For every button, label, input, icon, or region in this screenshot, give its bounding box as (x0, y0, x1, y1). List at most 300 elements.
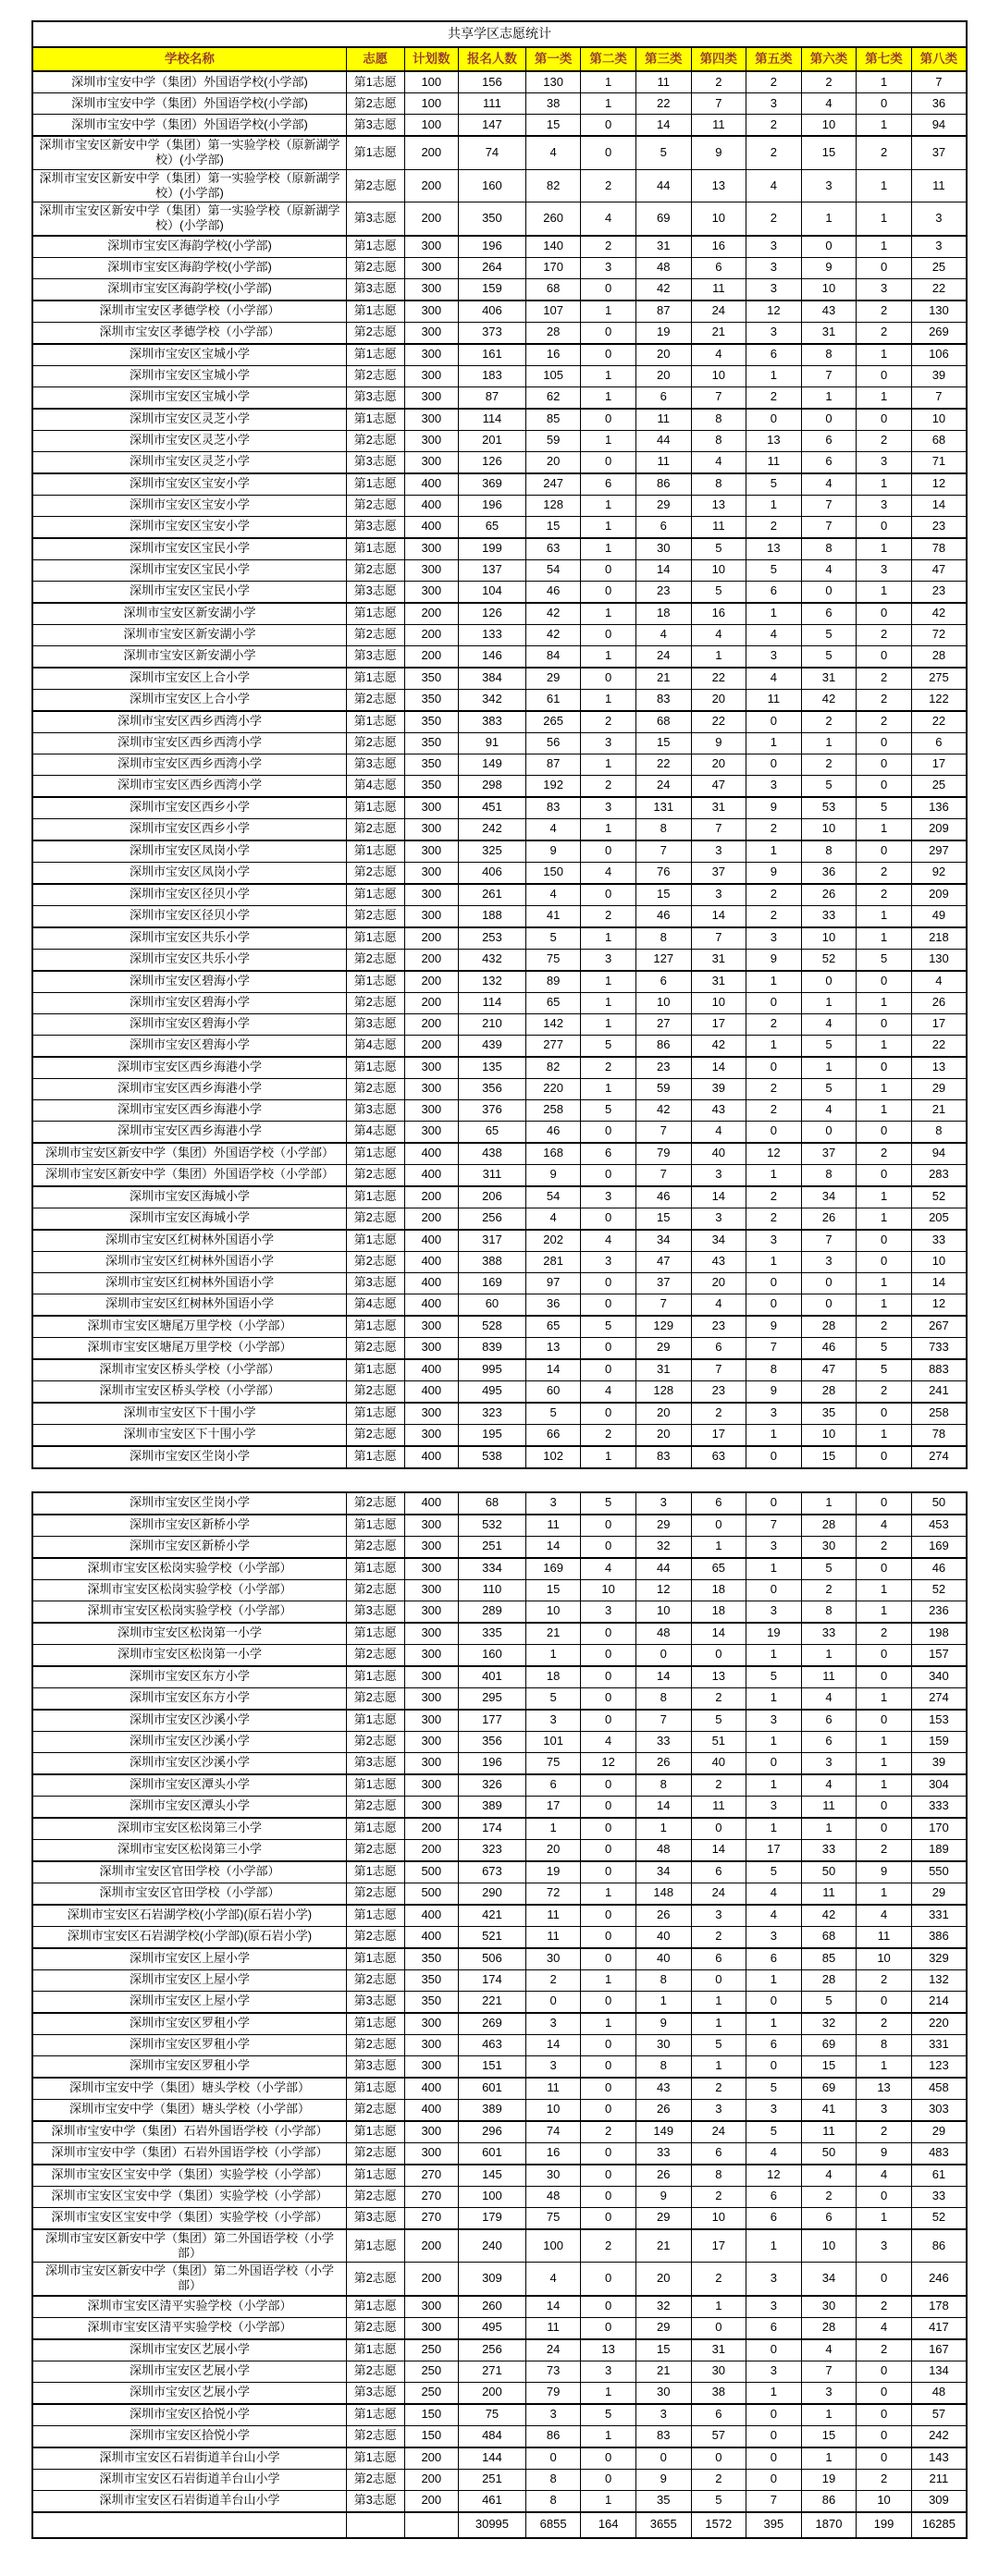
value-cell: 209 (911, 818, 967, 840)
value-cell: 1 (691, 2296, 746, 2318)
value-cell: 0 (525, 2447, 581, 2470)
table-row (32, 2186, 967, 2207)
value-cell: 300 (404, 2296, 459, 2318)
preference-cell: 第2志愿 (346, 862, 404, 884)
value-cell: 4 (691, 451, 746, 473)
value-cell: 79 (635, 1143, 691, 1165)
value-cell: 14 (525, 1359, 581, 1381)
value-cell: 5 (525, 1687, 581, 1710)
preference-cell: 第1志愿 (346, 603, 404, 625)
value-cell: 1 (801, 992, 857, 1013)
value-cell: 210 (459, 1013, 526, 1035)
value-cell: 11 (857, 1926, 912, 1948)
value-cell: 0 (525, 1991, 581, 2013)
col-header-4: 报名人数 (459, 47, 526, 71)
value-cell: 4 (857, 1905, 912, 1927)
value-cell: 300 (404, 386, 459, 409)
value-cell: 84 (525, 645, 581, 668)
preference-cell: 第2志愿 (346, 2186, 404, 2207)
value-cell: 1 (581, 538, 636, 560)
preference-cell: 第1志愿 (346, 1515, 404, 1537)
value-cell: 256 (459, 1208, 526, 1230)
value-cell: 300 (404, 2034, 459, 2055)
value-cell: 260 (525, 202, 581, 236)
value-cell: 30 (801, 2296, 857, 2318)
school-name-cell: 深圳市宝安区新安中学（集团）外国语学校（小学部） (32, 1164, 346, 1186)
value-cell: 34 (801, 2263, 857, 2296)
value-cell: 300 (404, 257, 459, 278)
value-cell: 421 (459, 1905, 526, 1927)
value-cell: 12 (746, 1143, 802, 1165)
value-cell: 4 (525, 884, 581, 906)
preference-cell: 第1志愿 (346, 71, 404, 93)
value-cell: 10 (635, 1601, 691, 1623)
value-cell: 6 (911, 732, 967, 754)
value-cell: 20 (691, 754, 746, 775)
value-cell: 5 (857, 797, 912, 819)
table-row (32, 2361, 967, 2382)
value-cell: 75 (525, 949, 581, 971)
value-cell: 4 (801, 1099, 857, 1121)
value-cell: 451 (459, 797, 526, 819)
preference-cell: 第2志愿 (346, 2317, 404, 2339)
value-cell: 2 (801, 2186, 857, 2207)
school-name-cell: 深圳市宝安区凤岗小学 (32, 840, 346, 863)
value-cell: 1 (746, 365, 802, 386)
value-cell: 309 (911, 2490, 967, 2512)
value-cell: 9 (525, 840, 581, 863)
value-cell: 3 (746, 236, 802, 258)
value-cell: 0 (581, 1337, 636, 1359)
value-cell: 7 (691, 1359, 746, 1381)
value-cell: 0 (857, 1710, 912, 1732)
value-cell: 7 (911, 386, 967, 409)
value-cell: 2 (691, 2469, 746, 2490)
value-cell: 1 (746, 732, 802, 754)
value-cell: 19 (635, 322, 691, 344)
value-cell: 24 (691, 301, 746, 323)
value-cell: 20 (635, 1403, 691, 1425)
value-cell: 0 (581, 1164, 636, 1186)
value-cell: 300 (404, 2013, 459, 2035)
value-cell: 4 (581, 1558, 636, 1580)
value-cell: 2 (746, 202, 802, 236)
value-cell: 300 (404, 1403, 459, 1425)
table-row (32, 1731, 967, 1752)
value-cell: 400 (404, 1359, 459, 1381)
value-cell: 3 (746, 1536, 802, 1558)
preference-cell: 第2志愿 (346, 1883, 404, 1905)
value-cell: 0 (746, 2055, 802, 2078)
value-cell: 484 (459, 2425, 526, 2447)
value-cell: 179 (459, 2207, 526, 2229)
value-cell: 256 (459, 2339, 526, 2361)
value-cell: 0 (691, 2447, 746, 2470)
value-cell: 3 (581, 732, 636, 754)
value-cell: 11 (801, 1796, 857, 1818)
value-cell: 3 (857, 495, 912, 516)
value-cell: 0 (746, 2469, 802, 2490)
value-cell: 265 (525, 711, 581, 733)
value-cell: 2 (857, 624, 912, 645)
value-cell: 2 (801, 1579, 857, 1601)
value-cell: 75 (525, 1752, 581, 1774)
value-cell: 300 (404, 1536, 459, 1558)
value-cell: 39 (691, 1078, 746, 1099)
value-cell: 15 (635, 1208, 691, 1230)
value-cell: 0 (581, 2055, 636, 2078)
value-cell: 538 (459, 1446, 526, 1468)
value-cell: 6 (801, 430, 857, 451)
value-cell: 83 (635, 689, 691, 711)
table-row (32, 797, 967, 819)
value-cell: 1 (746, 840, 802, 863)
value-cell: 31 (691, 2339, 746, 2361)
value-cell: 500 (404, 1861, 459, 1883)
value-cell: 1 (746, 1035, 802, 1057)
value-cell: 300 (404, 1687, 459, 1710)
value-cell: 9 (746, 797, 802, 819)
value-cell: 0 (581, 2469, 636, 2490)
value-cell: 1 (857, 1272, 912, 1294)
school-name-cell: 深圳市宝安区碧海小学 (32, 971, 346, 993)
school-name-cell: 深圳市宝安区西乡海港小学 (32, 1078, 346, 1099)
value-cell: 183 (459, 365, 526, 386)
value-cell: 13 (746, 538, 802, 560)
table-row (32, 236, 967, 258)
value-cell: 13 (581, 2339, 636, 2361)
school-name-cell: 深圳市宝安区宝城小学 (32, 365, 346, 386)
table-row (32, 1752, 967, 1774)
value-cell: 3 (691, 884, 746, 906)
value-cell: 300 (404, 365, 459, 386)
value-cell: 2 (581, 169, 636, 202)
value-cell: 0 (746, 1492, 802, 1515)
value-cell: 13 (691, 495, 746, 516)
value-cell: 146 (459, 645, 526, 668)
table-row (32, 2121, 967, 2143)
preference-cell: 第2志愿 (346, 1839, 404, 1861)
value-cell: 26 (635, 2165, 691, 2187)
value-cell: 2 (857, 689, 912, 711)
value-cell: 7 (801, 2361, 857, 2382)
value-cell: 59 (525, 430, 581, 451)
table-row (32, 603, 967, 625)
value-cell: 200 (404, 603, 459, 625)
value-cell: 2 (801, 711, 857, 733)
value-cell: 500 (404, 1883, 459, 1905)
value-cell: 8 (801, 344, 857, 366)
value-cell: 1 (581, 927, 636, 950)
table-row (32, 2404, 967, 2426)
value-cell: 1 (801, 1818, 857, 1840)
school-name-cell: 深圳市宝安区宝城小学 (32, 344, 346, 366)
value-cell: 76 (635, 862, 691, 884)
value-cell: 1 (746, 1424, 802, 1446)
value-cell: 1 (581, 71, 636, 93)
table-row (32, 1905, 967, 1927)
school-name-cell: 深圳市宝安区松岗第三小学 (32, 1818, 346, 1840)
value-cell: 2 (691, 2186, 746, 2207)
preference-cell: 第2志愿 (346, 949, 404, 971)
school-name-cell: 深圳市宝安区西乡海港小学 (32, 1121, 346, 1143)
value-cell: 31 (691, 971, 746, 993)
preference-cell: 第1志愿 (346, 1230, 404, 1252)
value-cell: 28 (801, 2317, 857, 2339)
value-cell: 44 (635, 430, 691, 451)
value-cell: 11 (525, 2078, 581, 2100)
value-cell: 50 (801, 1861, 857, 1883)
value-cell: 200 (404, 1208, 459, 1230)
value-cell: 32 (801, 2013, 857, 2035)
value-cell: 17 (691, 1013, 746, 1035)
value-cell: 11 (691, 516, 746, 538)
table-row (32, 1623, 967, 1645)
value-cell: 1 (801, 1644, 857, 1666)
table-row (32, 430, 967, 451)
value-cell: 34 (635, 1230, 691, 1252)
value-cell: 506 (459, 1948, 526, 1970)
value-cell: 400 (404, 1926, 459, 1948)
value-cell: 463 (459, 2034, 526, 2055)
value-cell: 8 (635, 2055, 691, 2078)
value-cell: 30995 (459, 2512, 526, 2538)
value-cell: 271 (459, 2361, 526, 2382)
value-cell: 2 (581, 2121, 636, 2143)
value-cell: 2 (857, 668, 912, 690)
value-cell: 6 (746, 581, 802, 603)
table-row (32, 93, 967, 115)
value-cell: 15 (635, 2339, 691, 2361)
school-name-cell: 深圳市宝安区宝安小学 (32, 495, 346, 516)
value-cell: 0 (581, 1687, 636, 1710)
school-name-cell: 深圳市宝安区新桥小学 (32, 1536, 346, 1558)
value-cell: 4 (581, 862, 636, 884)
table-row (32, 1710, 967, 1732)
value-cell: 1 (857, 71, 912, 93)
table-row (32, 1536, 967, 1558)
value-cell: 13 (911, 1057, 967, 1079)
school-name-cell: 深圳市宝安区坣岗小学 (32, 1446, 346, 1468)
value-cell: 356 (459, 1078, 526, 1099)
value-cell: 4 (746, 169, 802, 202)
value-cell: 0 (691, 1644, 746, 1666)
value-cell: 2 (525, 1969, 581, 1991)
preference-cell: 第1志愿 (346, 1403, 404, 1425)
school-name-cell: 深圳市宝安区孝德学校（小学部） (32, 301, 346, 323)
table-row (32, 386, 967, 409)
value-cell: 369 (459, 473, 526, 496)
preference-cell: 第3志愿 (346, 115, 404, 137)
value-cell: 14 (525, 2296, 581, 2318)
value-cell: 3 (581, 1186, 636, 1208)
value-cell: 36 (525, 1294, 581, 1316)
value-cell: 400 (404, 1446, 459, 1468)
value-cell: 0 (857, 840, 912, 863)
value-cell: 250 (404, 2361, 459, 2382)
value-cell: 72 (911, 624, 967, 645)
value-cell: 47 (801, 1359, 857, 1381)
value-cell: 21 (525, 1623, 581, 1645)
value-cell: 151 (459, 2055, 526, 2078)
value-cell: 5 (635, 136, 691, 169)
value-cell: 178 (911, 2296, 967, 2318)
school-name-cell: 深圳市宝安区海城小学 (32, 1186, 346, 1208)
value-cell: 6 (581, 473, 636, 496)
value-cell: 2 (857, 1536, 912, 1558)
value-cell: 82 (525, 169, 581, 202)
preference-cell: 第2志愿 (346, 1687, 404, 1710)
school-name-cell: 深圳市宝安区新安中学（集团）第二外国语学校（小学部） (32, 2229, 346, 2263)
value-cell: 20 (691, 689, 746, 711)
value-cell: 11 (525, 1905, 581, 1927)
school-name-cell (32, 2512, 346, 2538)
school-name-cell: 深圳市宝安区宝安中学（集团）实验学校（小学部） (32, 2165, 346, 2187)
value-cell: 12 (581, 1752, 636, 1774)
value-cell: 300 (404, 1558, 459, 1580)
school-name-cell: 深圳市宝安区石岩街道羊台山小学 (32, 2447, 346, 2470)
value-cell: 0 (857, 1057, 912, 1079)
value-cell: 1 (746, 603, 802, 625)
table-row (32, 754, 967, 775)
value-cell: 32 (635, 2296, 691, 2318)
col-header-6: 第二类 (581, 47, 636, 71)
school-name-cell: 深圳市宝安区孝德学校（小学部） (32, 322, 346, 344)
value-cell: 42 (635, 1099, 691, 1121)
value-cell: 300 (404, 1057, 459, 1079)
value-cell: 68 (911, 430, 967, 451)
school-name-cell: 深圳市宝安区东方小学 (32, 1666, 346, 1688)
value-cell: 10 (525, 2099, 581, 2121)
value-cell: 4 (801, 2339, 857, 2361)
value-cell: 528 (459, 1316, 526, 1338)
value-cell: 4 (635, 624, 691, 645)
value-cell: 0 (746, 1057, 802, 1079)
value-cell: 400 (404, 1905, 459, 1927)
value-cell: 46 (525, 1121, 581, 1143)
value-cell: 8 (801, 1164, 857, 1186)
value-cell: 83 (635, 1446, 691, 1468)
school-name-cell: 深圳市宝安中学（集团）石岩外国语学校（小学部） (32, 2121, 346, 2143)
value-cell: 439 (459, 1035, 526, 1057)
value-cell: 1 (691, 2055, 746, 2078)
value-cell: 350 (404, 1969, 459, 1991)
value-cell: 4 (581, 1380, 636, 1403)
value-cell: 11 (525, 1515, 581, 1537)
value-cell: 1 (581, 495, 636, 516)
value-cell: 323 (459, 1403, 526, 1425)
value-cell: 0 (581, 1403, 636, 1425)
value-cell: 5 (857, 949, 912, 971)
table-row (32, 1121, 967, 1143)
table-row (32, 884, 967, 906)
table-row (32, 2339, 967, 2361)
table-row (32, 818, 967, 840)
value-cell: 250 (404, 2382, 459, 2404)
value-cell: 17 (691, 2229, 746, 2263)
value-cell: 275 (911, 668, 967, 690)
value-cell: 0 (746, 1579, 802, 1601)
school-name-cell: 深圳市宝安区石岩湖学校(小学部)(原石岩小学) (32, 1926, 346, 1948)
value-cell: 3 (801, 2382, 857, 2404)
value-cell: 0 (581, 1991, 636, 2013)
value-cell: 1 (635, 1818, 691, 1840)
value-cell: 4 (581, 202, 636, 236)
value-cell: 15 (525, 1579, 581, 1601)
value-cell: 3 (801, 1251, 857, 1272)
table-row (32, 2078, 967, 2100)
value-cell: 22 (691, 711, 746, 733)
value-cell: 5 (581, 1316, 636, 1338)
value-cell: 1 (857, 1186, 912, 1208)
value-cell: 31 (635, 1359, 691, 1381)
value-cell: 22 (635, 754, 691, 775)
value-cell: 270 (404, 2165, 459, 2187)
value-cell: 300 (404, 1099, 459, 1121)
value-cell: 73 (525, 2361, 581, 2382)
value-cell: 21 (635, 2361, 691, 2382)
value-cell: 1 (635, 1991, 691, 2013)
value-cell: 300 (404, 1796, 459, 1818)
value-cell: 1 (801, 2447, 857, 2470)
value-cell: 201 (459, 430, 526, 451)
preference-cell: 第1志愿 (346, 840, 404, 863)
value-cell: 0 (581, 840, 636, 863)
preference-cell: 第3志愿 (346, 2382, 404, 2404)
school-name-cell: 深圳市宝安区碧海小学 (32, 1035, 346, 1057)
value-cell: 300 (404, 409, 459, 431)
value-cell: 68 (525, 278, 581, 301)
preference-cell: 第1志愿 (346, 1057, 404, 1079)
value-cell: 298 (459, 775, 526, 797)
value-cell: 13 (857, 2078, 912, 2100)
value-cell: 4 (801, 1774, 857, 1797)
value-cell: 5 (746, 2121, 802, 2143)
value-cell: 0 (857, 1492, 912, 1515)
value-cell: 21 (635, 2229, 691, 2263)
value-cell: 49 (911, 905, 967, 927)
school-name-cell: 深圳市宝安区官田学校（小学部） (32, 1861, 346, 1883)
value-cell: 11 (801, 1883, 857, 1905)
value-cell: 24 (691, 2121, 746, 2143)
value-cell: 16 (691, 603, 746, 625)
value-cell: 1 (581, 1446, 636, 1468)
value-cell: 28 (801, 1969, 857, 1991)
school-name-cell: 深圳市宝安区新桥小学 (32, 1515, 346, 1537)
value-cell: 68 (801, 1926, 857, 1948)
value-cell: 326 (459, 1774, 526, 1797)
value-cell: 3 (525, 2055, 581, 2078)
value-cell: 42 (801, 689, 857, 711)
value-cell: 29 (911, 1883, 967, 1905)
value-cell: 62 (525, 386, 581, 409)
value-cell: 1 (581, 603, 636, 625)
value-cell: 1 (746, 1818, 802, 1840)
value-cell: 733 (911, 1337, 967, 1359)
value-cell: 1 (746, 1251, 802, 1272)
value-cell: 6 (801, 2207, 857, 2229)
value-cell: 59 (635, 1078, 691, 1099)
value-cell: 10 (801, 927, 857, 950)
value-cell: 2 (746, 1208, 802, 1230)
value-cell: 11 (691, 115, 746, 137)
value-cell: 130 (911, 949, 967, 971)
table-row (32, 1057, 967, 1079)
value-cell: 86 (635, 473, 691, 496)
value-cell: 102 (525, 1446, 581, 1468)
value-cell: 57 (691, 2425, 746, 2447)
value-cell: 131 (635, 797, 691, 819)
